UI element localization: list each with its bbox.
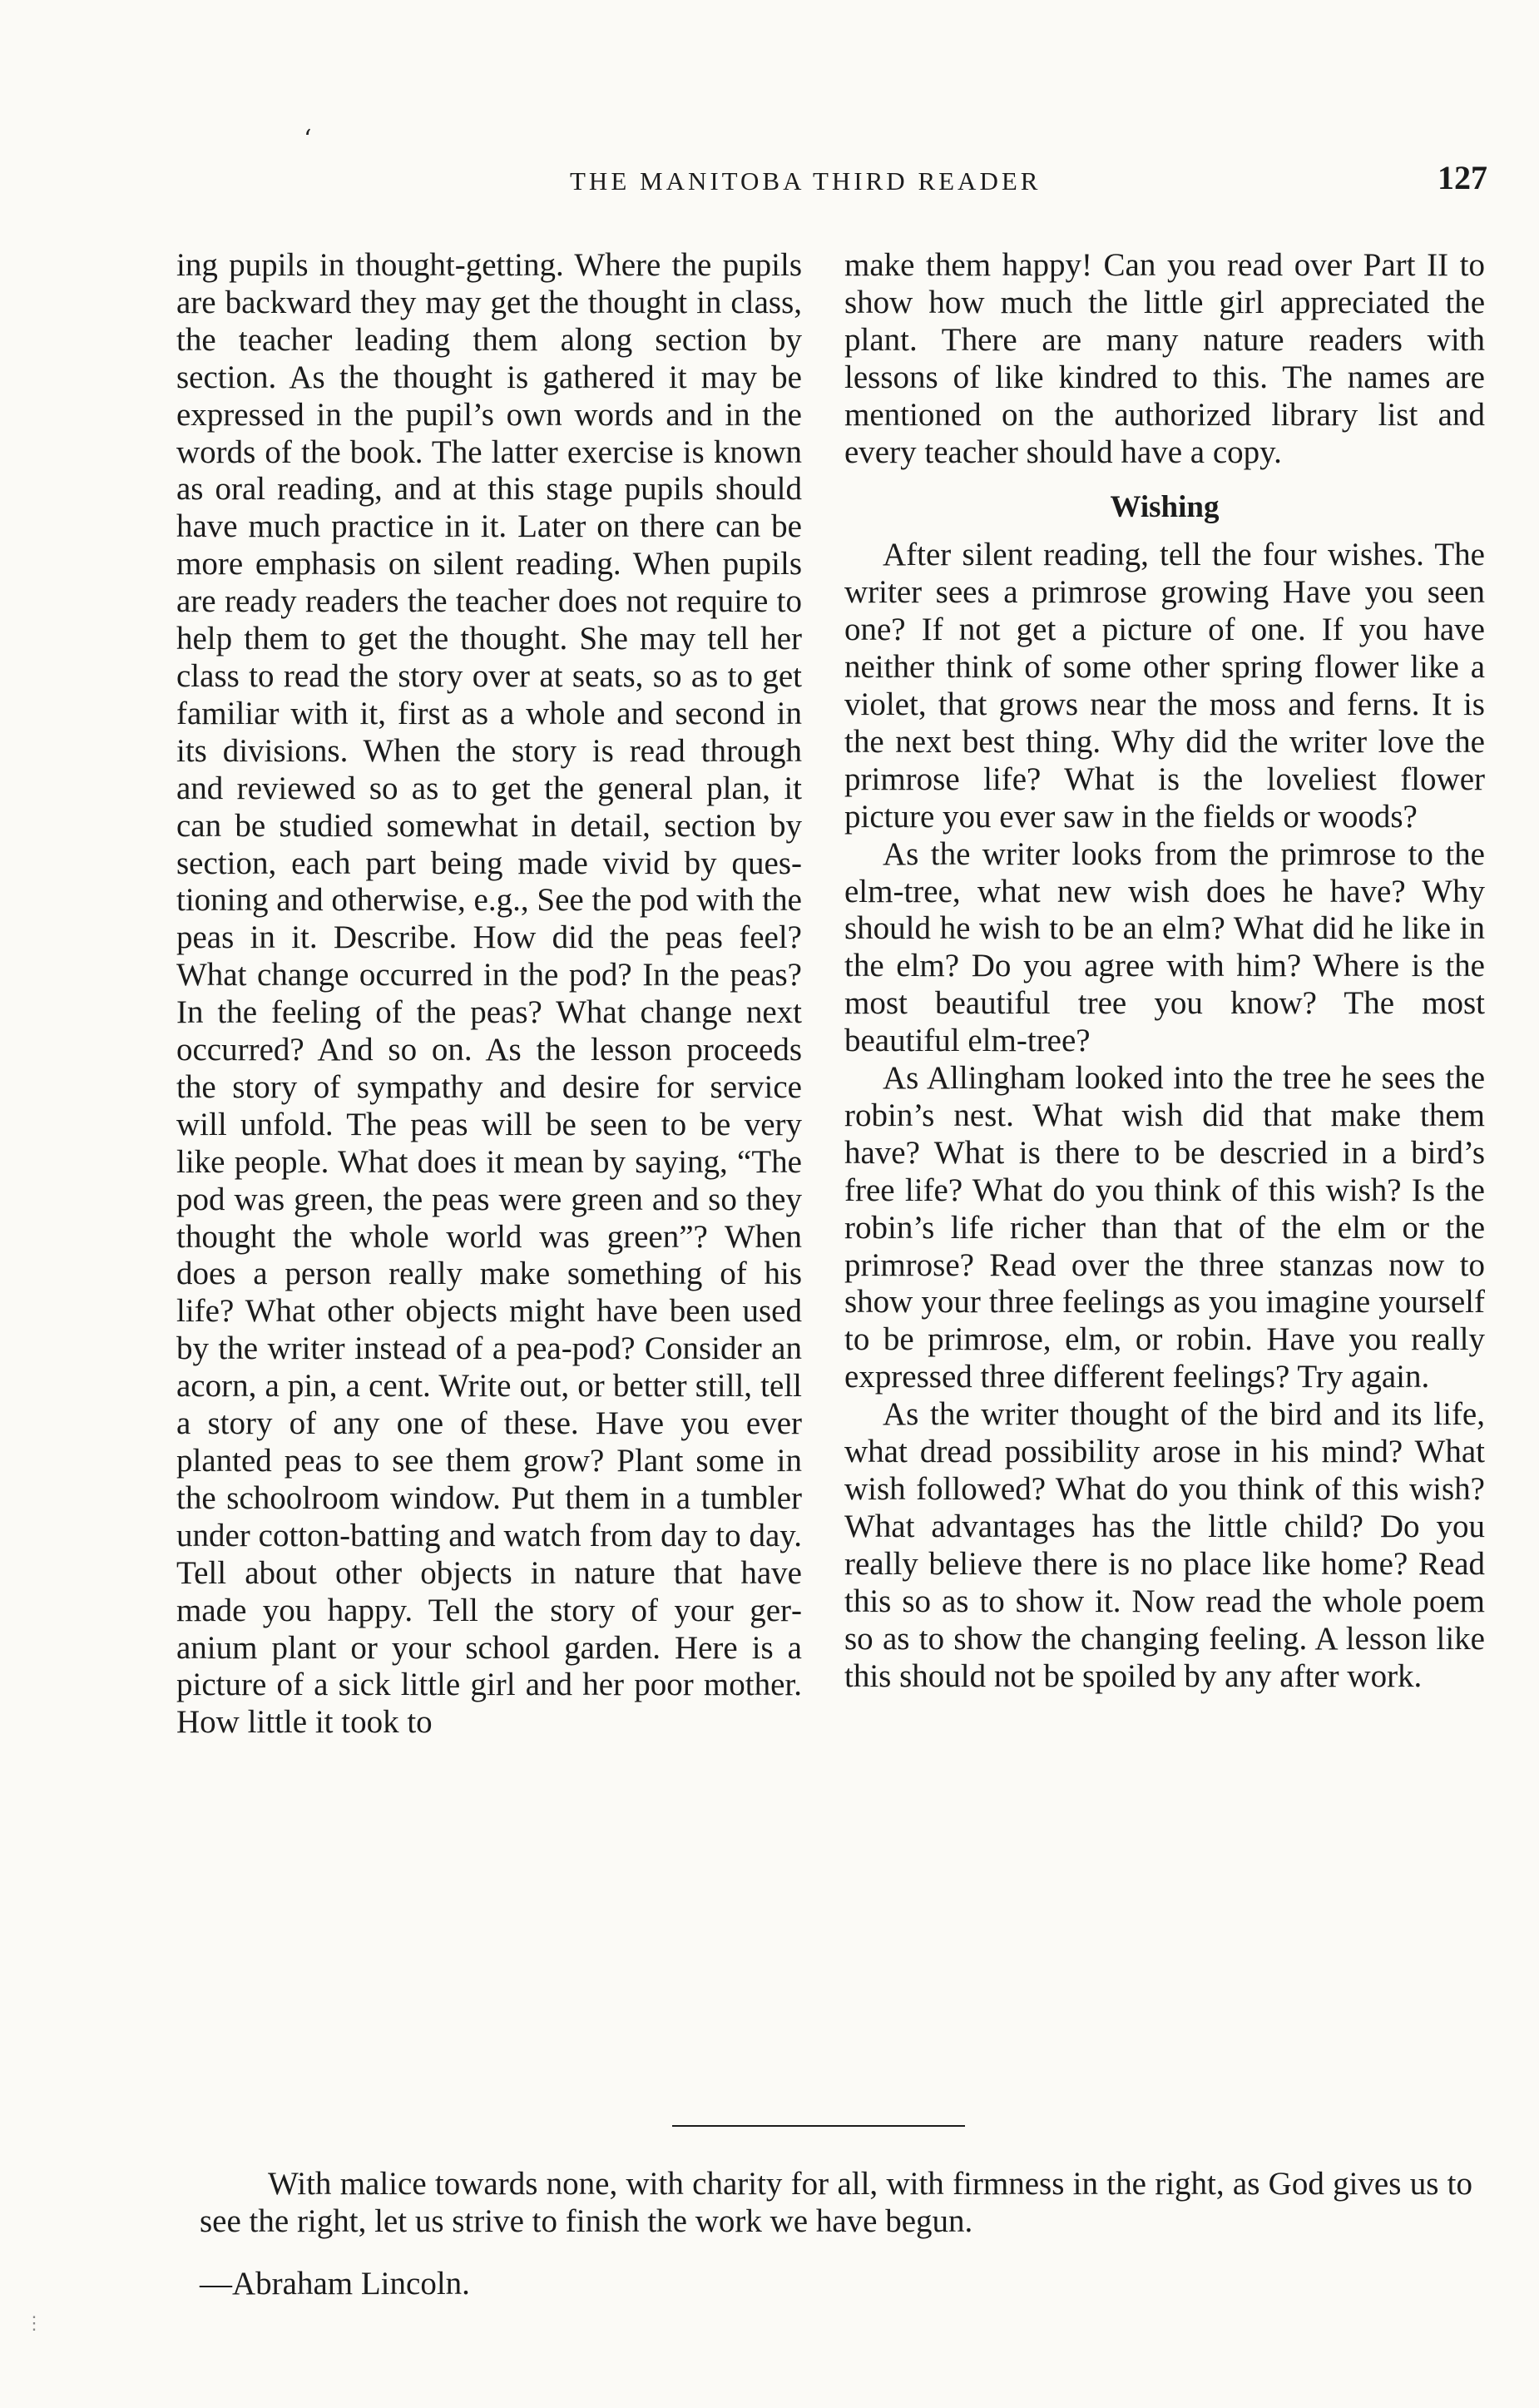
print-speck: ⋮ bbox=[25, 2313, 43, 2334]
right-column-opening-paragraph: make them happy! Can you read over Part II to show how much the little girl appreciated the plant. There are many nature readers with lessons of like kindred to this. The names are mentioned on the authorized library list and every teacher should have a copy. bbox=[844, 247, 1485, 470]
print-speck: ‘ bbox=[304, 125, 312, 154]
right-column bbox=[844, 247, 1485, 1695]
left-column bbox=[176, 247, 802, 1742]
wishing-paragraph-3: As Allingham looked into the tree he sees the robin’s nest. What wish did that make them have? What is there to be descried in a bird’s free life? What do you think of this wish? Is the robin’s life richer than that of the elm or the primrose? Read over the three stanzas now to show your three feelings as you imagine yourself to be primrose, elm, or robin. Have you really expressed three different feelings? Try again. bbox=[844, 1060, 1485, 1395]
page-number: 127 bbox=[1438, 159, 1487, 196]
wishing-paragraph-4: As the writer thought of the bird and its life, what dread possibility arose in his mind? What wish followed? What do you think of this wish? What advantages has the little child? Do you really believe there is no place like home? Read this so as to show it. Now read the whole poem so as to show the changing feeling. A lesson like this should not be spoiled by any after work. bbox=[844, 1396, 1485, 1694]
wishing-paragraph-1: After silent reading, tell the four wishes. The writer sees a primrose growing Have you seen one? If not get a picture of one. If you have neither think of some other spring flower like a violet, that grows near the moss and ferns. It is the next best thing. Why did the writer love the primrose life? What is the loveliest flower picture you ever saw in the fields or woods? bbox=[844, 537, 1485, 835]
left-column-paragraph: ing pupils in thought-getting. Where the pupils are backward they may get the thought in class, the teacher leading them along section by section. As the thought is gathered it may be expressed in the pupil’s own words and in the words of the book. The latter exercise is known as oral reading, and at this stage pupils should have much practice in it. Later on there can be more emphasis on silent reading. When pupils are ready readers the teacher does not require to help them to get the thought. She may tell her class to read the story over at seats, so as to get familiar with it, first as a whole and second in its divisions. When the story is read through and reviewed so as to get the general plan, it can be studied somewhat in detail, section by section, each part being made vivid by questioning and otherwise, e.g., See the pod with the peas in it. Describe. How did the peas feel? What change occurred in the pod? In the peas? In the feeling of the peas? What change next occurred? And so on. As the lesson proceeds the story of sympathy and desire for service will unfold. The peas will be seen to be very like people. What does it mean by saying, “The pod was green, the peas were green and so they thought the whole world was green”? When does a person really make something of his life? What other objects might have been used by the writer instead of a pea-pod? Consider an acorn, a pin, a cent. Write out, or better still, tell a story of any one of these. Have you ever planted peas to see them grow? Plant some in the schoolroom window. Put them in a tumbler under cotton-batting and watch from day to day. Tell about other objects in nature that have made you happy. Tell the story of your geranium plant or your school garden. Here is a picture of a sick little girl and her poor mother. How little it took to bbox=[176, 247, 802, 1741]
section-divider-rule bbox=[672, 2125, 965, 2127]
section-heading-wishing: Wishing bbox=[1110, 490, 1220, 525]
wishing-paragraph-2: As the writer looks from the primrose to the elm-tree, what new wish does he have? Why should he wish to be an elm? What did he like in the elm? Do you agree with him? Where is the most beautiful tree you know? The most beautiful elm-tree? bbox=[844, 835, 1485, 1059]
quote-text: With malice towards none, with charity for all, with firmness in the right, as God gives us to see the right, let us strive to finish the work we have begun. bbox=[200, 2166, 1472, 2239]
running-head: THE MANITOBA THIRD READER bbox=[570, 166, 1042, 196]
lincoln-quote bbox=[200, 2165, 1472, 2240]
quote-attribution: —Abraham Lincoln. bbox=[200, 2266, 470, 2301]
